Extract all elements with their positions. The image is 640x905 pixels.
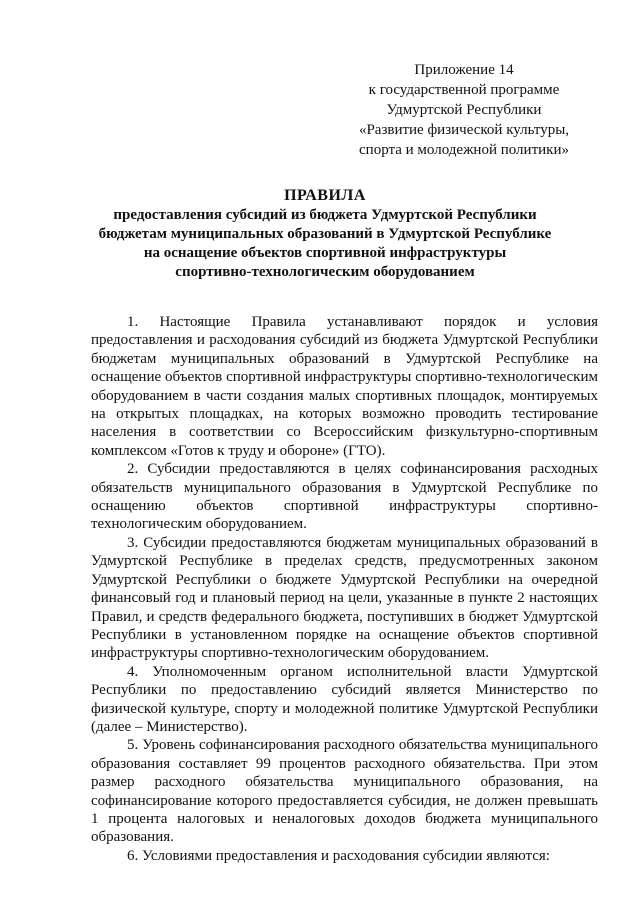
document-body (91, 313, 598, 865)
document-title: ПРАВИЛА (284, 187, 366, 204)
document-subtitle-line: на оснащение объектов спортивной инфраструктуры (143, 245, 507, 261)
appendix-line: Приложение 14 (414, 62, 514, 78)
appendix-line: Удмуртской Республики (386, 102, 542, 118)
paragraph-3: 3. Субсидии предоставляются бюджетам муниципальных образований в Удмуртской Республике в пределах средств, предусмотренных законом Удмуртской Республики о бюджете Удмуртской Республики на очередной финансовый год и плановый период на цели, указанные в пункте 2 настоящих Правил, и средств федерального бюджета, поступивших в бюджет Удмуртской Республики в установленном порядке на оснащение объектов спортивной инфраструктуры спортивно-технологическим оборудованием. (91, 534, 598, 662)
appendix-line: спорта и молодежной политики» (359, 142, 569, 158)
appendix-line: к государственной программе (368, 82, 560, 98)
document-subtitle-line: спортивно-технологическим оборудованием (175, 264, 475, 280)
appendix-line: «Развитие физической культуры, (358, 122, 570, 138)
paragraph-4: 4. Уполномоченным органом исполнительной власти Удмуртской Республики по предоставлению субсидий является Министерство по физической культуре, спорту и молодежной политике Удмуртской Республики (далее – Министерство). (91, 663, 598, 735)
paragraph-5: 5. Уровень софинансирования расходного обязательства муниципального образования составляет 99 процентов расходного обязательства. При этом размер расходного обязательства муниципального образования, на софинансирование которого предоставляется субсидия, не должен превышать 1 процента налоговых и неналоговых доходов бюджета муниципального образования. (91, 737, 598, 846)
paragraph-2: 2. Субсидии предоставляются в целях софинансирования расходных обязательств муниципального образования в Удмуртской Республике по оснащению объектов спортивной инфраструктуры спортивно-технологическим оборудованием. (91, 461, 598, 533)
appendix-header (334, 60, 594, 160)
paragraph-1: 1. Настоящие Правила устанавливают порядок и условия предоставления и расходования субсидий из бюджета Удмуртской Республики бюджетам муниципальных образований в Удмуртской Республике на оснащение объектов спортивной инфраструктуры спортивно-технологическим оборудованием в части создания малых спортивных площадок, монтируемых на открытых площадках, на которых возможно проводить тестирование населения в соответствии со Всероссийским физкультурно-спортивным комплексом «Готов к труду и обороне» (ГТО). (91, 314, 598, 459)
document-title-block (60, 186, 590, 282)
paragraph-6: 6. Условиями предоставления и расходования субсидии являются: (127, 847, 550, 864)
document-subtitle-line: бюджетам муниципальных образований в Удмуртской Республике (98, 226, 552, 242)
document-subtitle-line: предоставления субсидий из бюджета Удмуртской Республики (113, 207, 537, 223)
